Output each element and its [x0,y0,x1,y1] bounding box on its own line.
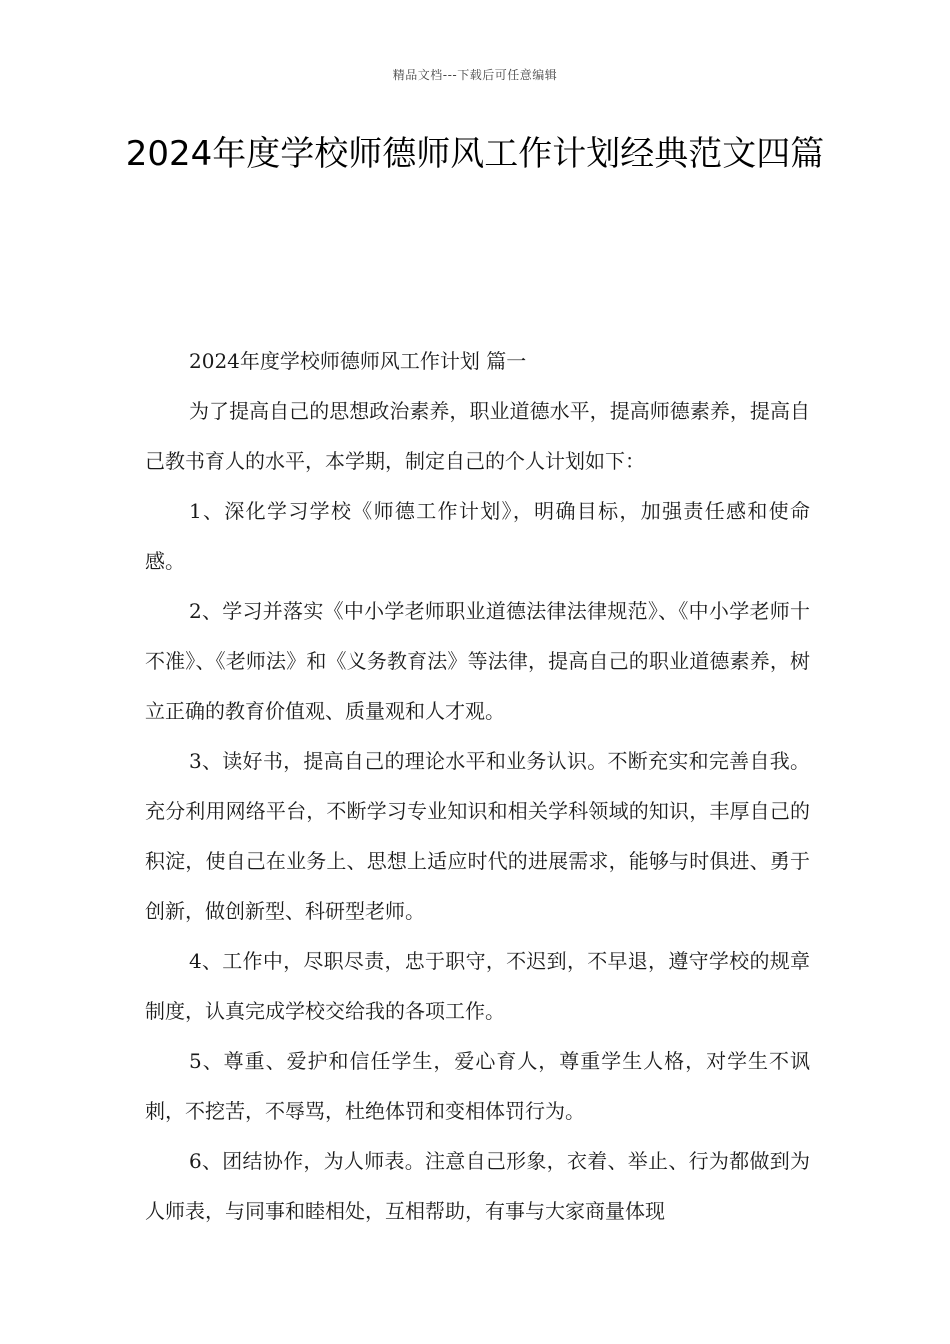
section-heading: 2024年度学校师德师风工作计划 篇一 [189,349,527,373]
paragraph-item-1: 1、深化学习学校《师德工作计划》，明确目标，加强责任感和使命感。 [145,499,810,573]
paragraph-item-6: 6、团结协作，为人师表。注意自己形象，衣着、举止、行为都做到为人师表，与同事和睦相处，互相帮助，有事与大家商量体现 [145,1149,810,1223]
paragraph-item-3: 3、读好书，提高自己的理论水平和业务认识。不断充实和完善自我。充分利用网络平台，不断学习专业知识和相关学科领域的知识，丰厚自己的积淀，使自己在业务上、思想上适应时代的进展需求，能够与时俱进、勇于创新，做创新型、科研型老师。 [145,749,810,923]
paragraph-item-4: 4、工作中，尽职尽责，忠于职守，不迟到，不早退，遵守学校的规章制度，认真完成学校交给我的各项工作。 [145,949,810,1023]
document-body [145,336,810,1236]
header-note: 精品文档---下载后可任意编辑 [392,68,558,82]
paragraph-item-5: 5、尊重、爱护和信任学生，爱心育人，尊重学生人格，对学生不讽刺，不挖苦，不辱骂，杜绝体罚和变相体罚行为。 [145,1049,810,1123]
document-title: 2024年度学校师德师风工作计划经典范文四篇 [125,134,825,174]
paragraph-intro: 为了提高自己的思想政治素养，职业道德水平，提高师德素养，提高自己教书育人的水平，本学期，制定自己的个人计划如下： [145,399,810,473]
paragraph-item-2: 2、学习并落实《中小学老师职业道德法律法律规范》、《中小学老师十不准》、《老师法》和《义务教育法》等法律，提高自己的职业道德素养，树立正确的教育价值观、质量观和人才观。 [145,599,810,723]
